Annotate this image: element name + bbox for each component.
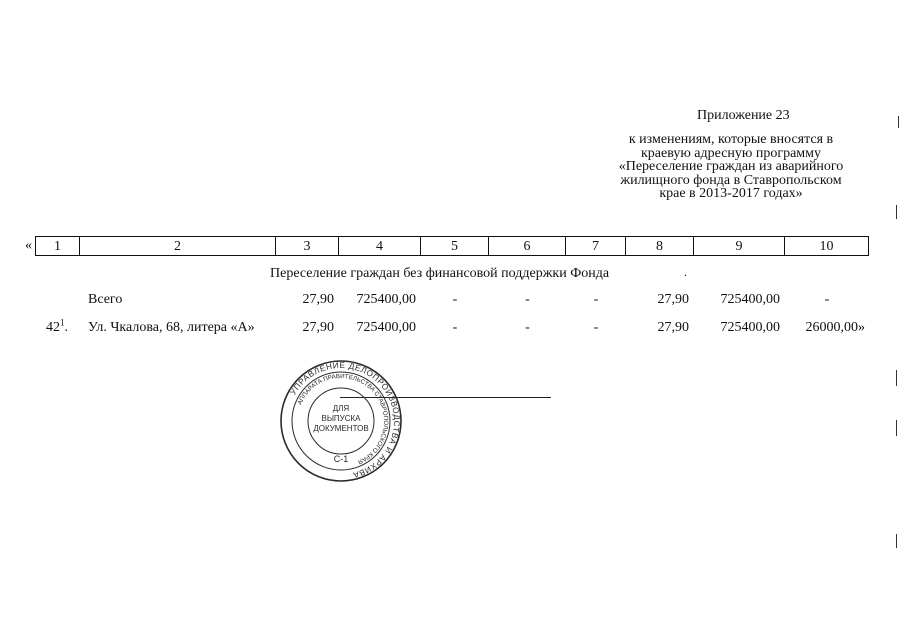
subtitle-line: «Переселение граждан из аварийного <box>618 159 844 174</box>
table-cell: 725400,00 <box>720 320 780 335</box>
column-header: 8 <box>626 236 694 256</box>
table-cell: - <box>593 320 599 335</box>
appendix-subtitle <box>600 133 862 201</box>
subtitle-line: жилищного фонда в Ставропольском <box>620 172 842 188</box>
appendix-title: Приложение 23 <box>697 108 790 123</box>
table-cell: - <box>593 292 599 307</box>
table-cell: - <box>525 292 530 307</box>
margin-mark <box>896 534 897 548</box>
margin-mark <box>896 370 897 386</box>
stamp-inner-text: АППАРАТА ПРАВИТЕЛЬСТВА СТАВРОПОЛЬСКОГО КРАЯ <box>296 372 390 466</box>
margin-mark <box>898 116 899 128</box>
stamp-code: С-1 <box>333 454 349 464</box>
row-name: Ул. Чкалова, 68, литера «А» <box>88 320 255 335</box>
row-number-main: 42 <box>46 320 60 335</box>
table-cell: 27,90 <box>657 292 689 307</box>
row-number-suffix: . <box>64 320 68 335</box>
table-cell: - <box>452 292 458 307</box>
column-header: 4 <box>339 236 421 256</box>
section-title: Переселение граждан без финансовой поддержки Фонда <box>270 266 610 281</box>
stamp-center-line: ВЫПУСКА <box>321 414 361 423</box>
column-header: 9 <box>694 236 785 256</box>
margin-mark <box>896 205 897 219</box>
table-cell: 27,90 <box>302 292 334 307</box>
column-header: 6 <box>489 236 566 256</box>
stamp-outer-text: УПРАВЛЕНИЕ ДЕЛОПРОИЗВОДСТВА И АРХИВА <box>288 360 402 480</box>
column-header: 5 <box>421 236 489 256</box>
table-cell: - <box>525 320 530 335</box>
subtitle-line: крае в 2013-2017 годах» <box>659 186 803 201</box>
column-header: 1 <box>35 236 80 256</box>
table-cell: - <box>452 320 458 335</box>
row-name: Всего <box>88 292 123 307</box>
row-number <box>46 317 68 336</box>
column-header: 10 <box>785 236 869 256</box>
table-cell: - <box>824 292 830 307</box>
table-cell: 725400,00 <box>356 320 416 335</box>
table-cell: 725400,00 <box>720 292 780 307</box>
column-header: 3 <box>276 236 339 256</box>
subtitle-line: к изменениям, которые вносятся в <box>628 132 834 147</box>
column-header: 7 <box>566 236 626 256</box>
table-cell: 27,90 <box>657 320 689 335</box>
row-number-sup: 1 <box>60 317 65 328</box>
table-cell: 725400,00 <box>356 292 416 307</box>
stamp-center-line: ДОКУМЕНТОВ <box>313 424 369 433</box>
section-mark: . <box>684 265 687 279</box>
column-header: 2 <box>80 236 276 256</box>
margin-mark <box>896 420 897 436</box>
table-cell: 27,90 <box>302 320 334 335</box>
table-cell: 26000,00» <box>805 320 865 335</box>
stamp-center-line: ДЛЯ <box>332 404 350 413</box>
round-stamp <box>276 360 406 482</box>
subtitle-line: краевую адресную программу <box>640 145 822 161</box>
open-quote: « <box>25 238 32 253</box>
